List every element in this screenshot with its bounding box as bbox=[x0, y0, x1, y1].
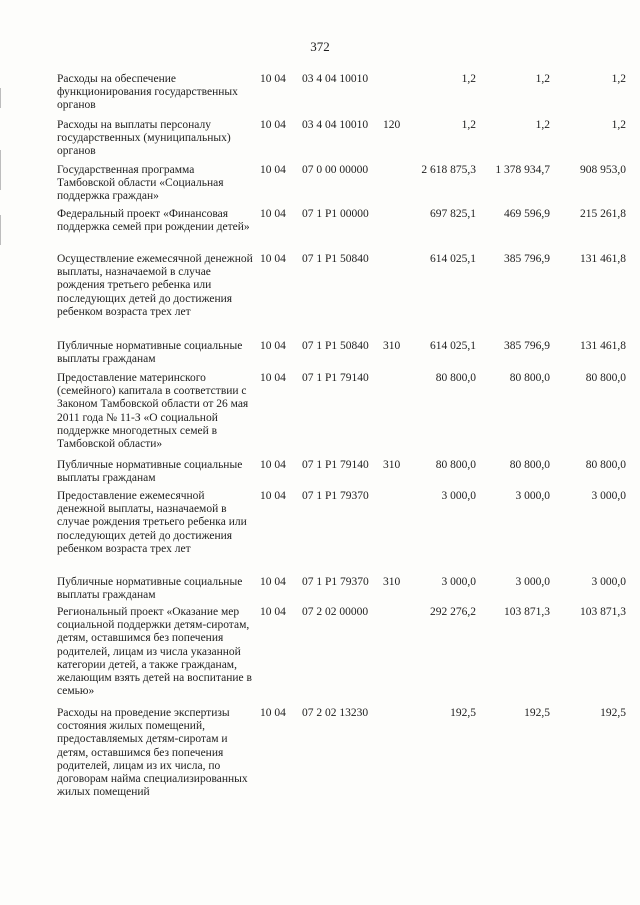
row-amount-3: 3 000,0 bbox=[591, 490, 626, 502]
row-description: Осуществление ежемесячной денежной выплаты, назначаемой в случае рождения третьего ребенка или последующих детей до достижения ребенком возраста трех лет bbox=[57, 253, 253, 318]
row-section-code: 10 04 bbox=[260, 707, 286, 719]
row-amount-3: 1,2 bbox=[611, 73, 626, 85]
row-amount-1: 3 000,0 bbox=[441, 490, 476, 502]
row-target-article: 07 1 P1 50840 bbox=[302, 253, 369, 265]
row-section-code: 10 04 bbox=[260, 372, 286, 384]
row-target-article: 07 1 P1 50840 bbox=[302, 340, 369, 352]
row-amount-2: 3 000,0 bbox=[515, 576, 550, 588]
row-description: Предоставление материнского (семейного) капитала в соответствии с Законом Тамбовской области от 26 мая 2011 года № 11-З «О социальной поддержке многодетных семей в Тамбовской области» bbox=[57, 372, 249, 451]
row-amount-1: 1,2 bbox=[461, 73, 476, 85]
row-amount-3: 103 871,3 bbox=[580, 606, 626, 618]
row-section-code: 10 04 bbox=[260, 208, 286, 220]
row-description: Региональный проект «Оказание мер социальной поддержки детям-сиротам, детям, оставшимся без попечения родителей, лицам из числа указанной категории детей, а также гражданам, желающим взять детей на воспитание в семью» bbox=[57, 606, 252, 698]
row-target-article: 07 1 P1 00000 bbox=[302, 208, 369, 220]
row-amount-3: 80 800,0 bbox=[585, 459, 626, 471]
row-expense-type: 120 bbox=[383, 119, 401, 131]
row-expense-type: 310 bbox=[383, 340, 401, 352]
row-amount-1: 1,2 bbox=[461, 119, 476, 131]
row-target-article: 07 0 00 00000 bbox=[302, 164, 369, 176]
row-section-code: 10 04 bbox=[260, 576, 286, 588]
row-description: Расходы на обеспечение функционирования государственных органов bbox=[57, 73, 238, 112]
row-amount-2: 3 000,0 bbox=[515, 490, 550, 502]
row-expense-type: 310 bbox=[383, 576, 401, 588]
row-target-article: 03 4 04 10010 bbox=[302, 119, 369, 131]
row-amount-3: 131 461,8 bbox=[580, 340, 626, 352]
row-description: Расходы на проведение экспертизы состояния жилых помещений, предоставляемых детям-сиротам и детям, оставшимся без попечения родителей, лицам из их числа, по договорам найма специализированных жилых помещений bbox=[57, 707, 248, 799]
row-amount-3: 192,5 bbox=[600, 707, 626, 719]
row-section-code: 10 04 bbox=[260, 606, 286, 618]
row-target-article: 07 1 P1 79370 bbox=[302, 576, 369, 588]
row-section-code: 10 04 bbox=[260, 490, 286, 502]
row-target-article: 07 1 P1 79140 bbox=[302, 372, 369, 384]
row-section-code: 10 04 bbox=[260, 119, 286, 131]
row-amount-1: 292 276,2 bbox=[430, 606, 476, 618]
row-amount-3: 80 800,0 bbox=[585, 372, 626, 384]
row-expense-type: 310 bbox=[383, 459, 401, 471]
row-amount-1: 614 025,1 bbox=[430, 340, 476, 352]
row-amount-1: 192,5 bbox=[450, 707, 476, 719]
row-section-code: 10 04 bbox=[260, 73, 286, 85]
row-amount-3: 3 000,0 bbox=[591, 576, 626, 588]
row-amount-1: 80 800,0 bbox=[435, 372, 476, 384]
row-amount-3: 131 461,8 bbox=[580, 253, 626, 265]
row-target-article: 07 2 02 00000 bbox=[302, 606, 369, 618]
row-target-article: 07 2 02 13230 bbox=[302, 707, 369, 719]
row-amount-1: 2 618 875,3 bbox=[421, 164, 476, 176]
row-description: Публичные нормативные социальные выплаты гражданам bbox=[57, 459, 243, 485]
row-amount-2: 469 596,9 bbox=[504, 208, 550, 220]
row-amount-2: 385 796,9 bbox=[504, 253, 550, 265]
row-amount-1: 614 025,1 bbox=[430, 253, 476, 265]
row-description: Федеральный проект «Финансовая поддержка семей при рождении детей» bbox=[57, 208, 250, 234]
row-amount-2: 385 796,9 bbox=[504, 340, 550, 352]
row-description: Государственная программа Тамбовской области «Социальная поддержка граждан» bbox=[57, 164, 224, 203]
row-description: Расходы на выплаты персоналу государственных (муниципальных) органов bbox=[57, 119, 231, 158]
row-amount-1: 80 800,0 bbox=[435, 459, 476, 471]
row-section-code: 10 04 bbox=[260, 253, 286, 265]
row-amount-2: 1,2 bbox=[535, 119, 550, 131]
row-target-article: 03 4 04 10010 bbox=[302, 73, 369, 85]
row-description: Публичные нормативные социальные выплаты гражданам bbox=[57, 340, 243, 366]
row-amount-2: 80 800,0 bbox=[509, 459, 550, 471]
row-target-article: 07 1 P1 79370 bbox=[302, 490, 369, 502]
row-amount-2: 1 378 934,7 bbox=[495, 164, 550, 176]
row-amount-3: 908 953,0 bbox=[580, 164, 626, 176]
row-section-code: 10 04 bbox=[260, 340, 286, 352]
row-section-code: 10 04 bbox=[260, 459, 286, 471]
row-section-code: 10 04 bbox=[260, 164, 286, 176]
row-amount-3: 1,2 bbox=[611, 119, 626, 131]
row-description: Публичные нормативные социальные выплаты гражданам bbox=[57, 576, 243, 602]
row-target-article: 07 1 P1 79140 bbox=[302, 459, 369, 471]
page-number: 372 bbox=[310, 39, 330, 54]
row-amount-3: 215 261,8 bbox=[580, 208, 626, 220]
row-amount-1: 697 825,1 bbox=[430, 208, 476, 220]
row-amount-1: 3 000,0 bbox=[441, 576, 476, 588]
row-amount-2: 103 871,3 bbox=[504, 606, 550, 618]
row-amount-2: 80 800,0 bbox=[509, 372, 550, 384]
row-amount-2: 1,2 bbox=[535, 73, 550, 85]
row-description: Предоставление ежемесячной денежной выплаты, назначаемой в случае рождения третьего ребенка или последующих детей до достижения ребенком возраста трех лет bbox=[57, 490, 247, 555]
row-amount-2: 192,5 bbox=[524, 707, 550, 719]
